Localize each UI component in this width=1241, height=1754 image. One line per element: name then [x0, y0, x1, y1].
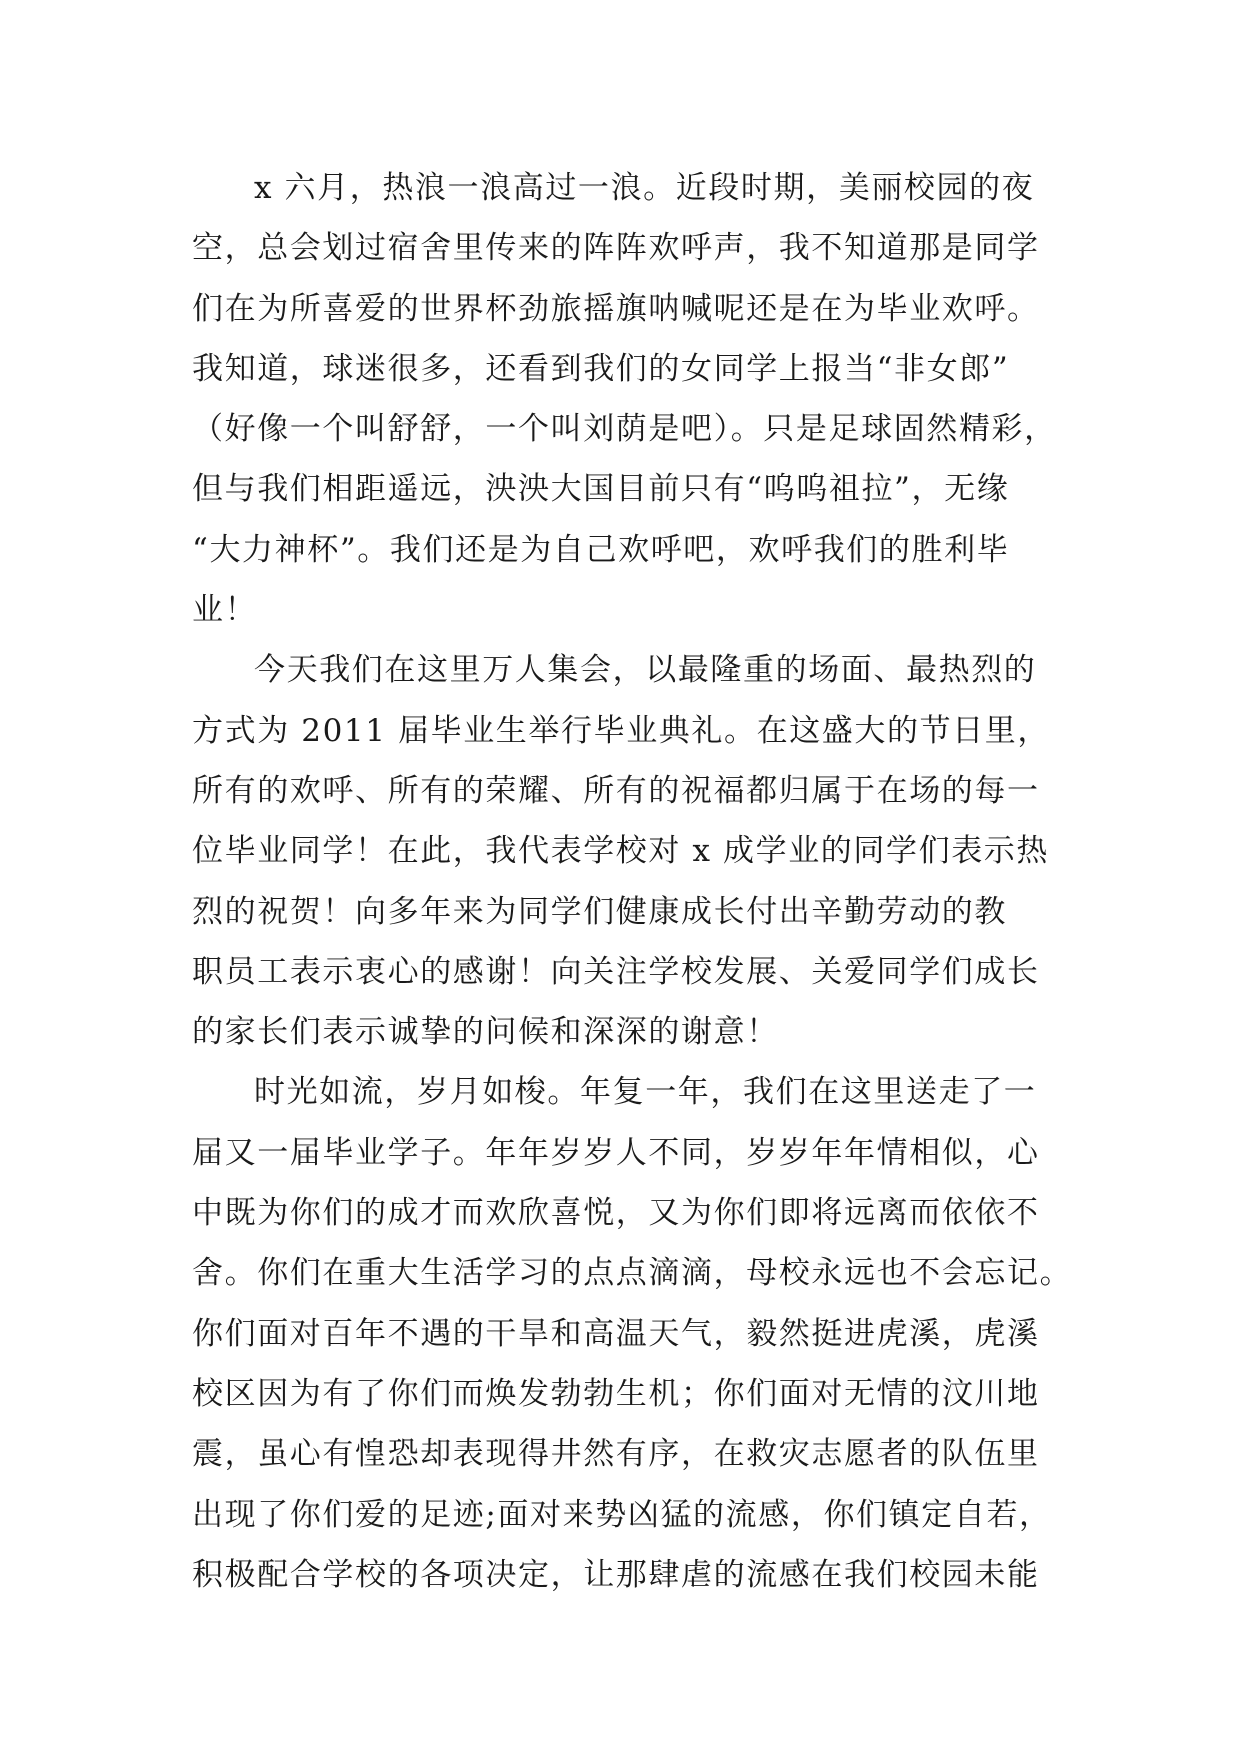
text-line: 今天我们在这里万人集会，以最隆重的场面、最热烈的: [254, 652, 1037, 689]
paragraph-2: [192, 640, 1052, 1062]
paragraph-1: [192, 158, 1057, 640]
text-line: 位毕业同学！在此，我代表学校对 x 成学业的同学们表示热: [192, 833, 1049, 870]
text-line: 们在为所喜爱的世界杯劲旅摇旗呐喊呢还是在为毕业欢呼。: [192, 290, 1040, 327]
text-line: 舍。你们在重大生活学习的点点滴滴，母校永远也不会忘记。: [192, 1255, 1073, 1292]
text-line: 职员工表示衷心的感谢！向关注学校发展、关爱同学们成长: [192, 953, 1040, 990]
text-line: 我知道，球迷很多，还看到我们的女同学上报当“非女郎”: [192, 350, 1010, 387]
text-line: 的家长们表示诚挚的问候和深深的谢意！: [192, 1014, 779, 1051]
text-line: 积极配合学校的各项决定，让那肆虐的流感在我们校园未能: [192, 1556, 1040, 1593]
text-line: 校区因为有了你们而焕发勃勃生机；你们面对无情的汶川地: [192, 1375, 1040, 1412]
paragraph-3: [192, 1062, 1073, 1605]
document-body: [192, 158, 1073, 1605]
text-line: x 六月，热浪一浪高过一浪。近段时期，美丽校园的夜: [254, 170, 1035, 206]
text-line: 中既为你们的成才而欢欣喜悦，又为你们即将远离而依依不: [192, 1195, 1040, 1232]
text-line: 业！: [192, 592, 258, 629]
text-line: “大力神杯”。我们还是为自己欢呼吧，欢呼我们的胜利毕: [192, 531, 1010, 568]
text-line: 你们面对百年不遇的干旱和高温天气，毅然挺进虎溪，虎溪: [192, 1315, 1040, 1352]
text-line: 烈的祝贺！向多年来为同学们健康成长付出辛勤劳动的教: [192, 893, 1007, 930]
text-line: 但与我们相距遥远，泱泱大国目前只有“呜呜祖拉”，无缘: [192, 471, 1010, 508]
text-line: 所有的欢呼、所有的荣耀、所有的祝福都归属于在场的每一: [192, 772, 1040, 809]
text-line: 方式为 2011 届毕业生举行毕业典礼。在这盛大的节日里，: [192, 712, 1050, 749]
text-line: 出现了你们爱的足迹;面对来势凶猛的流感，你们镇定自若，: [192, 1496, 1052, 1533]
text-line: 震，虽心有惶恐却表现得井然有序，在救灾志愿者的队伍里: [192, 1436, 1040, 1473]
text-line: 届又一届毕业学子。年年岁岁人不同，岁岁年年情相似，心: [192, 1134, 1040, 1171]
text-line: 时光如流，岁月如梭。年复一年，我们在这里送走了一: [254, 1074, 1037, 1111]
text-line: 空，总会划过宿舍里传来的阵阵欢呼声，我不知道那是同学: [192, 230, 1040, 267]
text-line: （好像一个叫舒舒，一个叫刘荫是吧）。只是足球固然精彩，: [192, 411, 1057, 448]
